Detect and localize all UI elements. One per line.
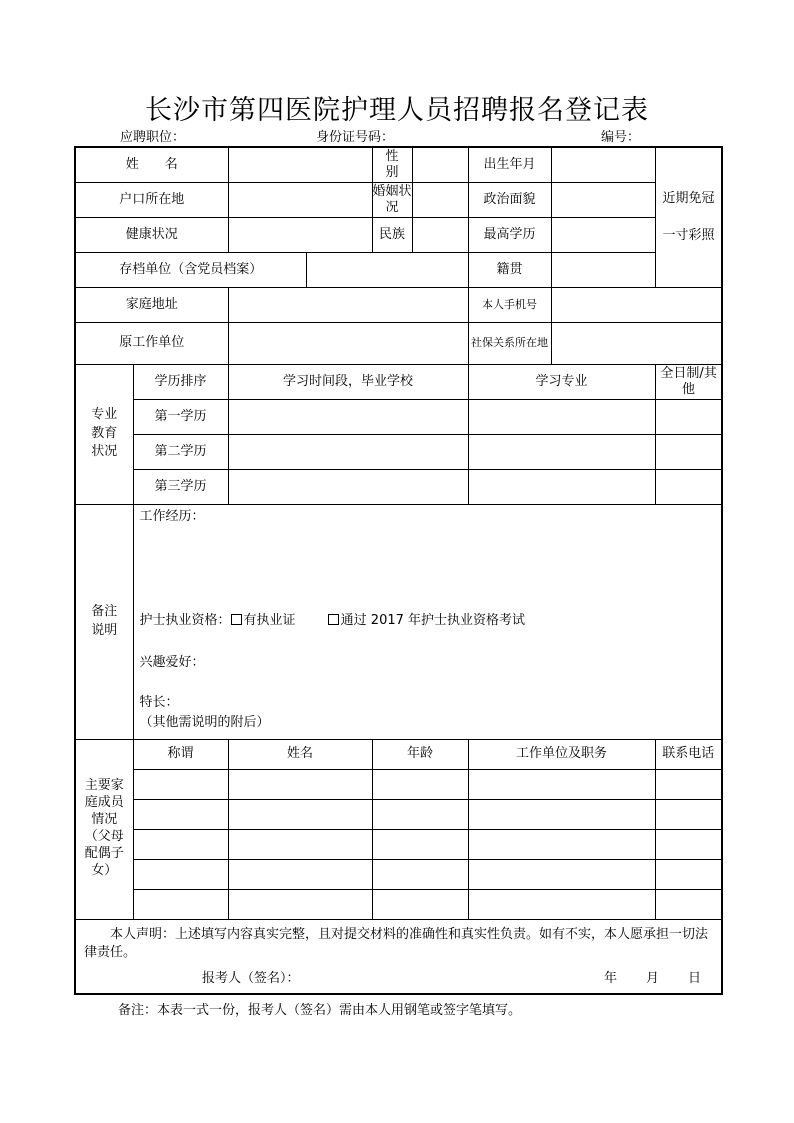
family-cell[interactable] [372, 799, 468, 829]
family-cell[interactable] [468, 829, 655, 859]
family-cell[interactable] [655, 889, 722, 919]
family-header-phone: 联系电话 [655, 739, 722, 769]
declaration-area [75, 919, 722, 994]
political-label: 政治面貌 [468, 182, 551, 217]
family-cell[interactable] [468, 889, 655, 919]
phone-label: 本人手机号 [468, 287, 551, 322]
signature-label: 报考人（签名）： [202, 970, 300, 986]
edu-major-field[interactable] [468, 434, 655, 469]
other-note: （其他需说明的附后） [139, 714, 270, 730]
family-cell[interactable] [468, 769, 655, 799]
marital-field[interactable] [412, 182, 468, 217]
family-cell[interactable] [372, 889, 468, 919]
political-field[interactable] [551, 182, 655, 217]
edu-header-school: 学习时间段，毕业学校 [228, 364, 468, 399]
edu-type-field[interactable] [655, 434, 722, 469]
edu-major-field[interactable] [468, 469, 655, 504]
archive-label: 存档单位（含党员档案） [75, 252, 306, 287]
health-label: 健康状况 [75, 217, 228, 252]
edu-header-major: 学习专业 [468, 364, 655, 399]
education-field[interactable] [551, 217, 655, 252]
family-cell[interactable] [372, 829, 468, 859]
photo-line-2: 一寸彩照 [662, 228, 715, 244]
family-row [75, 829, 722, 859]
hukou-label: 户口所在地 [75, 182, 228, 217]
archive-field[interactable] [306, 252, 468, 287]
prev-employer-label: 原工作单位 [75, 322, 228, 364]
form-title: 长沙市第四医院护理人员招聘报名登记表 [145, 95, 649, 126]
family-cell[interactable] [133, 889, 228, 919]
family-row [75, 769, 722, 799]
family-row [75, 889, 722, 919]
hukou-field[interactable] [228, 182, 372, 217]
family-cell[interactable] [468, 799, 655, 829]
ethnicity-field[interactable] [412, 217, 468, 252]
edu-school-field[interactable] [228, 434, 468, 469]
social-security-field[interactable] [551, 322, 722, 364]
registration-form-table [74, 146, 723, 995]
family-header-name: 姓名 [228, 739, 372, 769]
gender-label: 性 别 [372, 147, 412, 182]
family-row [75, 799, 722, 829]
position-label: 应聘职位： [120, 130, 186, 145]
birth-label: 出生年月 [468, 147, 551, 182]
declaration-text: 本人声明：上述填写内容真实完整，且对提交材料的准确性和真实性负责。如有不实，本人愿承担一切法律责任。 [84, 926, 709, 960]
family-section-label: 主要家庭成员情况（父母配偶子女） [75, 739, 133, 919]
edu-type-field[interactable] [655, 469, 722, 504]
license-option-1: 有执业证 [243, 612, 296, 628]
birth-field[interactable] [551, 147, 655, 182]
photo-line-1: 近期免冠 [662, 190, 715, 206]
education-section-label: 专业教育状况 [75, 364, 133, 504]
education-label: 最高学历 [468, 217, 551, 252]
work-experience-label: 工作经历： [139, 508, 205, 524]
health-field[interactable] [228, 217, 372, 252]
native-field[interactable] [551, 252, 655, 287]
license-label: 护士执业资格： [139, 612, 231, 628]
family-cell[interactable] [133, 769, 228, 799]
family-cell[interactable] [655, 769, 722, 799]
license-line [140, 613, 526, 629]
license-option-2: 通过 2017 年护士执业资格考试 [340, 612, 526, 628]
address-label: 家庭地址 [75, 287, 228, 322]
family-header-employer: 工作单位及职务 [468, 739, 655, 769]
family-cell[interactable] [372, 859, 468, 889]
name-label: 姓 名 [75, 147, 228, 182]
hobby-label: 兴趣爱好： [139, 654, 205, 670]
date-month-label: 月 [646, 970, 660, 986]
edu-row-label: 第一学历 [133, 399, 228, 434]
family-header-age: 年龄 [372, 739, 468, 769]
native-label: 籍贯 [468, 252, 551, 287]
photo-area[interactable] [655, 147, 722, 287]
address-field[interactable] [228, 287, 468, 322]
social-security-label: 社保关系所在地 [468, 322, 551, 364]
family-cell[interactable] [655, 799, 722, 829]
family-cell[interactable] [228, 829, 372, 859]
signature-field[interactable] [319, 966, 619, 988]
date-day-label: 日 [688, 970, 702, 986]
edu-school-field[interactable] [228, 469, 468, 504]
name-field[interactable] [228, 147, 372, 182]
marital-label: 婚姻状况 [372, 182, 412, 217]
serial-number-label: 编号： [601, 130, 641, 145]
date-year-label: 年 [604, 970, 618, 986]
family-cell[interactable] [228, 889, 372, 919]
family-cell[interactable] [228, 769, 372, 799]
family-header-relation: 称谓 [133, 739, 228, 769]
family-cell[interactable] [655, 829, 722, 859]
edu-header-order: 学历排序 [133, 364, 228, 399]
specialty-label: 特长： [139, 694, 179, 710]
family-cell[interactable] [228, 799, 372, 829]
notes-section-label: 备注说明 [75, 504, 133, 739]
edu-row-label: 第二学历 [133, 434, 228, 469]
phone-field[interactable] [551, 287, 722, 322]
exam-checkbox[interactable] [328, 614, 339, 625]
family-cell[interactable] [655, 859, 722, 889]
edu-header-type: 全日制/其他 [655, 364, 722, 399]
edu-row-label: 第三学历 [133, 469, 228, 504]
family-cell[interactable] [228, 859, 372, 889]
id-number-label: 身份证号码： [316, 130, 395, 145]
notes-area[interactable] [133, 504, 722, 739]
edu-school-field[interactable] [228, 399, 468, 434]
family-cell[interactable] [133, 829, 228, 859]
family-cell[interactable] [133, 799, 228, 829]
license-checkbox[interactable] [231, 614, 242, 625]
family-cell[interactable] [133, 859, 228, 889]
footer-note: 备注：本表一式一份，报考人（签名）需由本人用钢笔或签字笔填写。 [118, 1003, 522, 1018]
edu-major-field[interactable] [468, 399, 655, 434]
family-row [75, 859, 722, 889]
prev-employer-field[interactable] [228, 322, 468, 364]
edu-type-field[interactable] [655, 399, 722, 434]
family-cell[interactable] [468, 859, 655, 889]
family-cell[interactable] [372, 769, 468, 799]
ethnicity-label: 民族 [372, 217, 412, 252]
